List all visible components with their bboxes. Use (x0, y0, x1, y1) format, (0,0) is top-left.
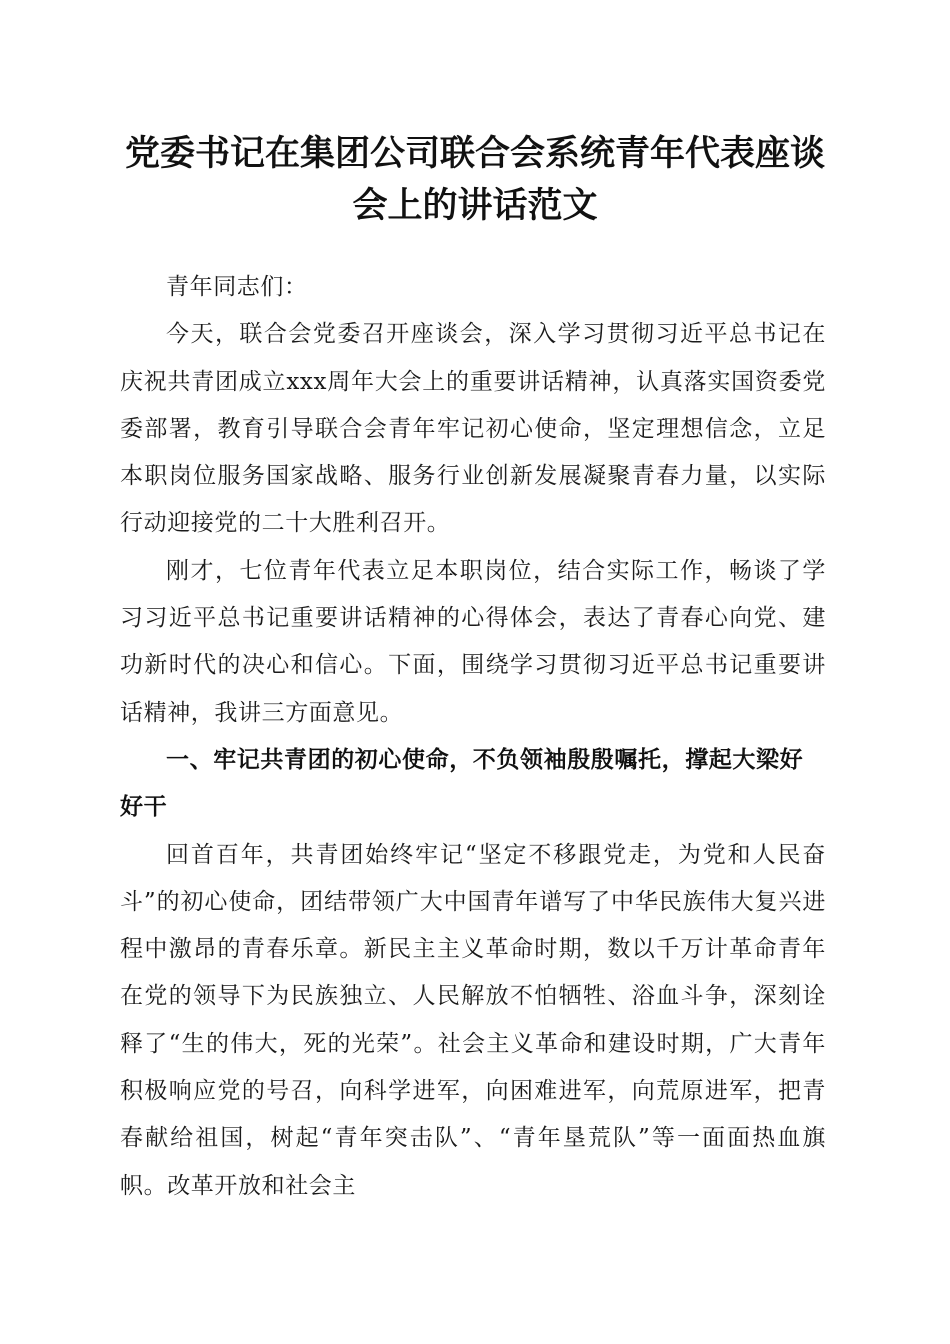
paragraph-summary: 刚才，七位青年代表立足本职岗位，结合实际工作，畅谈了学习习近平总书记重要讲话精神的心得体会，表达了青春心向党、建功新时代的决心和信心。下面，围绕学习贯彻习近平总书记重要讲话精神，我讲三方面意见。 (120, 557, 826, 726)
section-heading-1: 一、牢记共青团的初心使命，不负领袖殷殷嘱托，撑起大梁好好干 (120, 746, 804, 821)
paragraph-intro: 今天，联合会党委召开座谈会，深入学习贯彻习近平总书记在庆祝共青团成立xxx周年大会上的重要讲话精神，认真落实国资委党委部署，教育引导联合会青年牢记初心使命，坚定理想信念，立足本职岗位服务国家战略、服务行业创新发展凝聚青春力量，以实际行动迎接党的二十大胜利召开。 (120, 321, 826, 537)
document-title (100, 128, 850, 232)
document-body (120, 264, 826, 1210)
section-1-paragraph: 回首百年，共青团始终牢记“坚定不移跟党走，为党和人民奋斗”的初心使命，团结带领广大中国青年谱写了中华民族伟大复兴进程中激昂的青春乐章。新民主主义革命时期，数以千万计革命青年在党的领导下为民族独立、人民解放不怕牺牲、浴血斗争，深刻诠释了“生的伟大，死的光荣”。社会主义革命和建设时期，广大青年积极响应党的号召，向科学进军，向困难进军，向荒原进军，把青春献给祖国，树起“青年突击队”、“青年垦荒队”等一面面热血旗帜。改革开放和社会主 (120, 841, 826, 1199)
title-line-1: 党委书记在集团公司联合会系统青年代表座谈 (124, 133, 825, 174)
salutation: 青年同志们： (166, 274, 308, 300)
title-line-2: 会上的讲话范文 (352, 185, 598, 226)
